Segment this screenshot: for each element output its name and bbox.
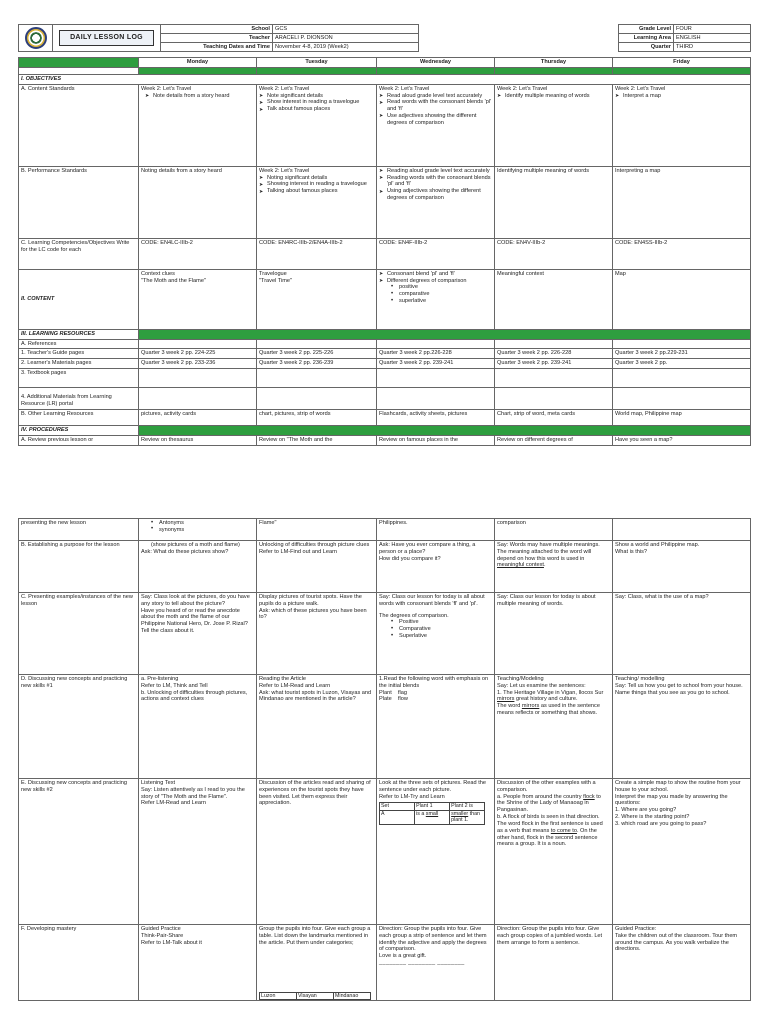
cell: Quarter 3 week 2 pp. 236-239 bbox=[257, 359, 377, 369]
green-bar bbox=[377, 67, 495, 74]
cell: CODE: EN4SS-IIIb-2 bbox=[613, 238, 751, 269]
row-label: C. Learning Competencies/Objectives Write for the LC code for each bbox=[19, 238, 139, 269]
green-bar bbox=[613, 67, 751, 74]
cell bbox=[257, 339, 377, 349]
cell: World map, Philippine map bbox=[613, 410, 751, 426]
cell: Have you seen a map? bbox=[613, 435, 751, 445]
green-bar bbox=[257, 67, 377, 74]
row-label: A. Content Standards bbox=[19, 84, 139, 166]
cell: Interpreting a map bbox=[613, 166, 751, 238]
cell: Week 2: Let's Travel ➤ Note details from a story heard bbox=[139, 84, 257, 166]
cell: Say: Class our lesson for today is about multiple meaning of words. bbox=[495, 593, 613, 675]
row-label: A. References bbox=[19, 339, 139, 349]
cell: Create a simple map to show the routine from your house to your school. Interpret the map you made by answering the questions: 1. Where are you going? 2. Where is the starting point? 3. which road are you going to pass? bbox=[613, 779, 751, 925]
cell: • Antonyms • synonyms bbox=[139, 519, 257, 541]
grade-label: Grade Level bbox=[619, 25, 674, 34]
cell: Look at the three sets of pictures. Read the sentence under each picture. Refer to LM-Try and Learn Set Plant 1 Plant 2 is A is a small smaller than plant 1. bbox=[377, 779, 495, 925]
green-bar bbox=[19, 58, 139, 68]
cell: Guided Practice Think-Pair-Share Refer to LM-Talk about it bbox=[139, 925, 257, 1001]
row-label: 2. Learner's Materials pages bbox=[19, 359, 139, 369]
cell: Week 2: Let's Travel ➤ Interpret a map bbox=[613, 84, 751, 166]
cell: Quarter 3 week 2 pp. 224-225 bbox=[139, 349, 257, 359]
row-label: B. Other Learning Resources bbox=[19, 410, 139, 426]
cell: Direction: Group the pupils into four. Give each group copies of a jumbled words. Let them arrange to form a sentence. bbox=[495, 925, 613, 1001]
row-label: C. Presenting examples/instances of the new lesson bbox=[19, 593, 139, 675]
green-bar bbox=[139, 329, 751, 339]
cell bbox=[613, 339, 751, 349]
cell: 1.Read the following word with emphasis on the initial blends Plant flag Plate flow bbox=[377, 675, 495, 779]
header-spacer bbox=[419, 43, 619, 52]
cell: Quarter 3 week 2 pp. bbox=[613, 359, 751, 369]
row-label: B. Performance Standards bbox=[19, 166, 139, 238]
green-bar bbox=[139, 67, 257, 74]
page-2 bbox=[18, 518, 750, 1001]
cell: Quarter 3 week 2 pp.226-228 bbox=[377, 349, 495, 359]
cell: Review on thesaurus bbox=[139, 435, 257, 445]
cell bbox=[495, 339, 613, 349]
header-table bbox=[18, 24, 751, 52]
section-objectives: I. OBJECTIVES bbox=[19, 74, 751, 84]
cell: CODE: EN4RC-IIIb-2/EN4A-IIIb-2 bbox=[257, 238, 377, 269]
cell: Week 2: Let's Travel ➤ Noting significant details ➤ Showing interest in reading a travelogue ➤ Talking about famous places bbox=[257, 166, 377, 238]
cell: Reading the Article Refer to LM-Read and Learn Ask: what tourist spots in Luzon, Visayas and Mindanao are mentioned in the article? bbox=[257, 675, 377, 779]
cell: Quarter 3 week 2 pp. 239-241 bbox=[377, 359, 495, 369]
cell bbox=[377, 388, 495, 410]
cell: pictures, activity cards bbox=[139, 410, 257, 426]
cell: Guided Practice: Take the children out of the classroom. Tour them around the campus. As you walk verbalize the directions. bbox=[613, 925, 751, 1001]
cell: Review on famous places in the bbox=[377, 435, 495, 445]
green-bar bbox=[139, 426, 751, 436]
cell: Direction: Group the pupils into four. Give each group a strip of sentence and let them identify the adjective and apply the degrees of comparison. Love is a great gift. ________ ________ ________ bbox=[377, 925, 495, 1001]
day-friday: Friday bbox=[613, 58, 751, 68]
grade-value: FOUR bbox=[674, 25, 751, 34]
cell: Flame" bbox=[257, 519, 377, 541]
cell: Group the pupils into four. Give each group a table. List down the landmarks mentioned in the article. Put them under categories; Luzon Visayan Mindanao bbox=[257, 925, 377, 1001]
day-wednesday: Wednesday bbox=[377, 58, 495, 68]
row-label: 3. Textbook pages bbox=[19, 369, 139, 388]
categories-table: Luzon Visayan Mindanao bbox=[259, 992, 371, 1000]
cell: Quarter 3 week 2 pp. 225-226 bbox=[257, 349, 377, 359]
row-label: E. Discussing new concepts and practicing new skills #2 bbox=[19, 779, 139, 925]
deped-seal-logo bbox=[25, 27, 47, 49]
cell: Say: Class our lesson for today is all about words with consonant blends 'fl' and 'pl'. The degrees of comparison. • Positive • Comparative • Superlative bbox=[377, 593, 495, 675]
teacher-label: Teacher bbox=[161, 34, 273, 43]
cell: Unlocking of difficulties through picture clues Refer to LM-Find out and Learn bbox=[257, 541, 377, 593]
cell: CODE: EN4LC-IIIb-2 bbox=[139, 238, 257, 269]
cell: ➤ Consonant blend 'pl' and 'fl' ➤ Different degrees of comparison • positive • comparative • superlative bbox=[377, 269, 495, 329]
lesson-table-p1 bbox=[18, 57, 751, 446]
cell: Review on "The Moth and the bbox=[257, 435, 377, 445]
cell bbox=[613, 388, 751, 410]
blank-cell bbox=[19, 67, 139, 74]
cell: Map bbox=[613, 269, 751, 329]
cell bbox=[257, 388, 377, 410]
cell bbox=[377, 369, 495, 388]
dates-label: Teaching Dates and Time bbox=[161, 43, 273, 52]
cell: Quarter 3 week 2 pp.229-231 bbox=[613, 349, 751, 359]
header-spacer bbox=[419, 25, 619, 34]
day-thursday: Thursday bbox=[495, 58, 613, 68]
cell: Ask: Have you ever compare a thing, a person or a place? How did you compare it? bbox=[377, 541, 495, 593]
cell: Show a world and Philippine map. What is this? bbox=[613, 541, 751, 593]
row-label: B. Establishing a purpose for the lesson bbox=[19, 541, 139, 593]
quarter-value: THIRD bbox=[674, 43, 751, 52]
cell: Say: Class look at the pictures, do you have any story to tell about the picture? Have you heard of or read the anecdote about the moth and the flame of our Philippine National Hero, Dr. Jose P. Rizal? Tell the class about it. bbox=[139, 593, 257, 675]
deped-seal-cell bbox=[19, 25, 53, 52]
row-label: presenting the new lesson bbox=[19, 519, 139, 541]
lesson-table-p2 bbox=[18, 518, 751, 1001]
cell: Context clues "The Moth and the Flame" bbox=[139, 269, 257, 329]
row-label: F. Developing mastery bbox=[19, 925, 139, 1001]
cell: Discussion of the articles read and sharing of experiences on the tourist spots they have been visited. Let them express their appreciation. bbox=[257, 779, 377, 925]
cell bbox=[139, 388, 257, 410]
cell bbox=[613, 369, 751, 388]
row-label: D. Discussing new concepts and practicing new skills #1 bbox=[19, 675, 139, 779]
cell: comparison bbox=[495, 519, 613, 541]
cell: CODE: EN4F-IIIb-2 bbox=[377, 238, 495, 269]
cell: Travelogue "Travel Time" bbox=[257, 269, 377, 329]
cell bbox=[257, 369, 377, 388]
cell: (show pictures of a moth and flame) Ask: What do these pictures show? bbox=[139, 541, 257, 593]
cell: Noting details from a story heard bbox=[139, 166, 257, 238]
area-label: Learning Area bbox=[619, 34, 674, 43]
row-label: A. Review previous lesson or bbox=[19, 435, 139, 445]
cell bbox=[613, 519, 751, 541]
cell: Say: Class, what is the use of a map? bbox=[613, 593, 751, 675]
cell: Identifying multiple meaning of words bbox=[495, 166, 613, 238]
row-label: 4. Additional Materials from Learning Resource (LR) portal bbox=[19, 388, 139, 410]
cell bbox=[377, 339, 495, 349]
cell: Quarter 3 week 2 pp. 233-236 bbox=[139, 359, 257, 369]
section-resources: III. LEARNING RESOURCES bbox=[19, 329, 139, 339]
cell: Display pictures of tourist spots. Have the pupils do a picture walk. Ask: which of these pictures you have been to? bbox=[257, 593, 377, 675]
title-cell bbox=[53, 25, 161, 52]
cell: Say: Words may have multiple meanings. The meaning attached to the word will depend on how this word is used in meaningful context. bbox=[495, 541, 613, 593]
cell: Chart, strip of word, meta cards bbox=[495, 410, 613, 426]
cell: ➤ Reading aloud grade level text accurately ➤ Reading words with the consonant blends 'pl' and 'fl' ➤ Using adjectives showing the different degrees of comparison bbox=[377, 166, 495, 238]
cell: Teaching/Modeling Say: Let us examine the sentences: 1. The Heritage Village in Vigan, Ilocos Sur mirrors great history and culture. The word mirrors as used in the sentence means reflects or something that shows. bbox=[495, 675, 613, 779]
section-content: II. CONTENT bbox=[19, 269, 139, 329]
cell: Flashcards, activity sheets, pictures bbox=[377, 410, 495, 426]
comparison-table: Set Plant 1 Plant 2 is A is a small smaller than plant 1. bbox=[379, 802, 485, 824]
quarter-label: Quarter bbox=[619, 43, 674, 52]
cell: a. Pre-listening Refer to LM, Think and Tell b. Unlocking of difficulties through pictures, actions and context clues bbox=[139, 675, 257, 779]
cell: Week 2: Let's Travel ➤ Read aloud grade level text accurately ➤ Read words with the consonant blends 'pl' and 'fl' ➤ Use adjectives showing the different degrees of comparison bbox=[377, 84, 495, 166]
day-monday: Monday bbox=[139, 58, 257, 68]
cell: Discussion of the other examples with a comparison. a. People from around the country flock to the Shrine of the Lady of Manaoag in Pangasinan. b. A flock of birds is seen in that direction. The word flock in the first sentence is used as a verb that means to come to. On the other hand, flock in the second sentence means a group. It is a noun. bbox=[495, 779, 613, 925]
cell: Meaningful context bbox=[495, 269, 613, 329]
cell bbox=[495, 369, 613, 388]
row-label: 1. Teacher's Guide pages bbox=[19, 349, 139, 359]
page-1 bbox=[18, 24, 750, 446]
cell: Quarter 3 week 2 pp. 226-228 bbox=[495, 349, 613, 359]
teacher-value: ARACELI P. DIONSON bbox=[273, 34, 419, 43]
day-tuesday: Tuesday bbox=[257, 58, 377, 68]
cell bbox=[139, 339, 257, 349]
area-value: ENGLISH bbox=[674, 34, 751, 43]
cell: Philippines. bbox=[377, 519, 495, 541]
cell: Review on different degrees of bbox=[495, 435, 613, 445]
dates-value: November 4-8, 2019 (Week2) bbox=[273, 43, 419, 52]
header-spacer bbox=[419, 34, 619, 43]
cell bbox=[495, 388, 613, 410]
cell: Week 2: Let's Travel ➤ Identify multiple meaning of words bbox=[495, 84, 613, 166]
cell: Teaching/ modelling Say: Tell us how you get to school from your house. Name things that you see as you go to school. bbox=[613, 675, 751, 779]
cell: Week 2: Let's Travel ➤ Note significant details ➤ Show interest in reading a travelogue ➤ Talk about famous places bbox=[257, 84, 377, 166]
cell: chart, pictures, strip of words bbox=[257, 410, 377, 426]
cell: Quarter 3 week 2 pp. 239-241 bbox=[495, 359, 613, 369]
school-label: School bbox=[161, 25, 273, 34]
page-title: DAILY LESSON LOG bbox=[59, 30, 154, 47]
school-value: GCS bbox=[273, 25, 419, 34]
green-bar bbox=[495, 67, 613, 74]
cell: Listening Text Say: Listen attentively as I read to you the story of "The Moth and the Flame". Refer LM-Read and Learn bbox=[139, 779, 257, 925]
cell: CODE: EN4V-IIIb-2 bbox=[495, 238, 613, 269]
section-procedures: IV. PROCEDURES bbox=[19, 426, 139, 436]
cell bbox=[139, 369, 257, 388]
